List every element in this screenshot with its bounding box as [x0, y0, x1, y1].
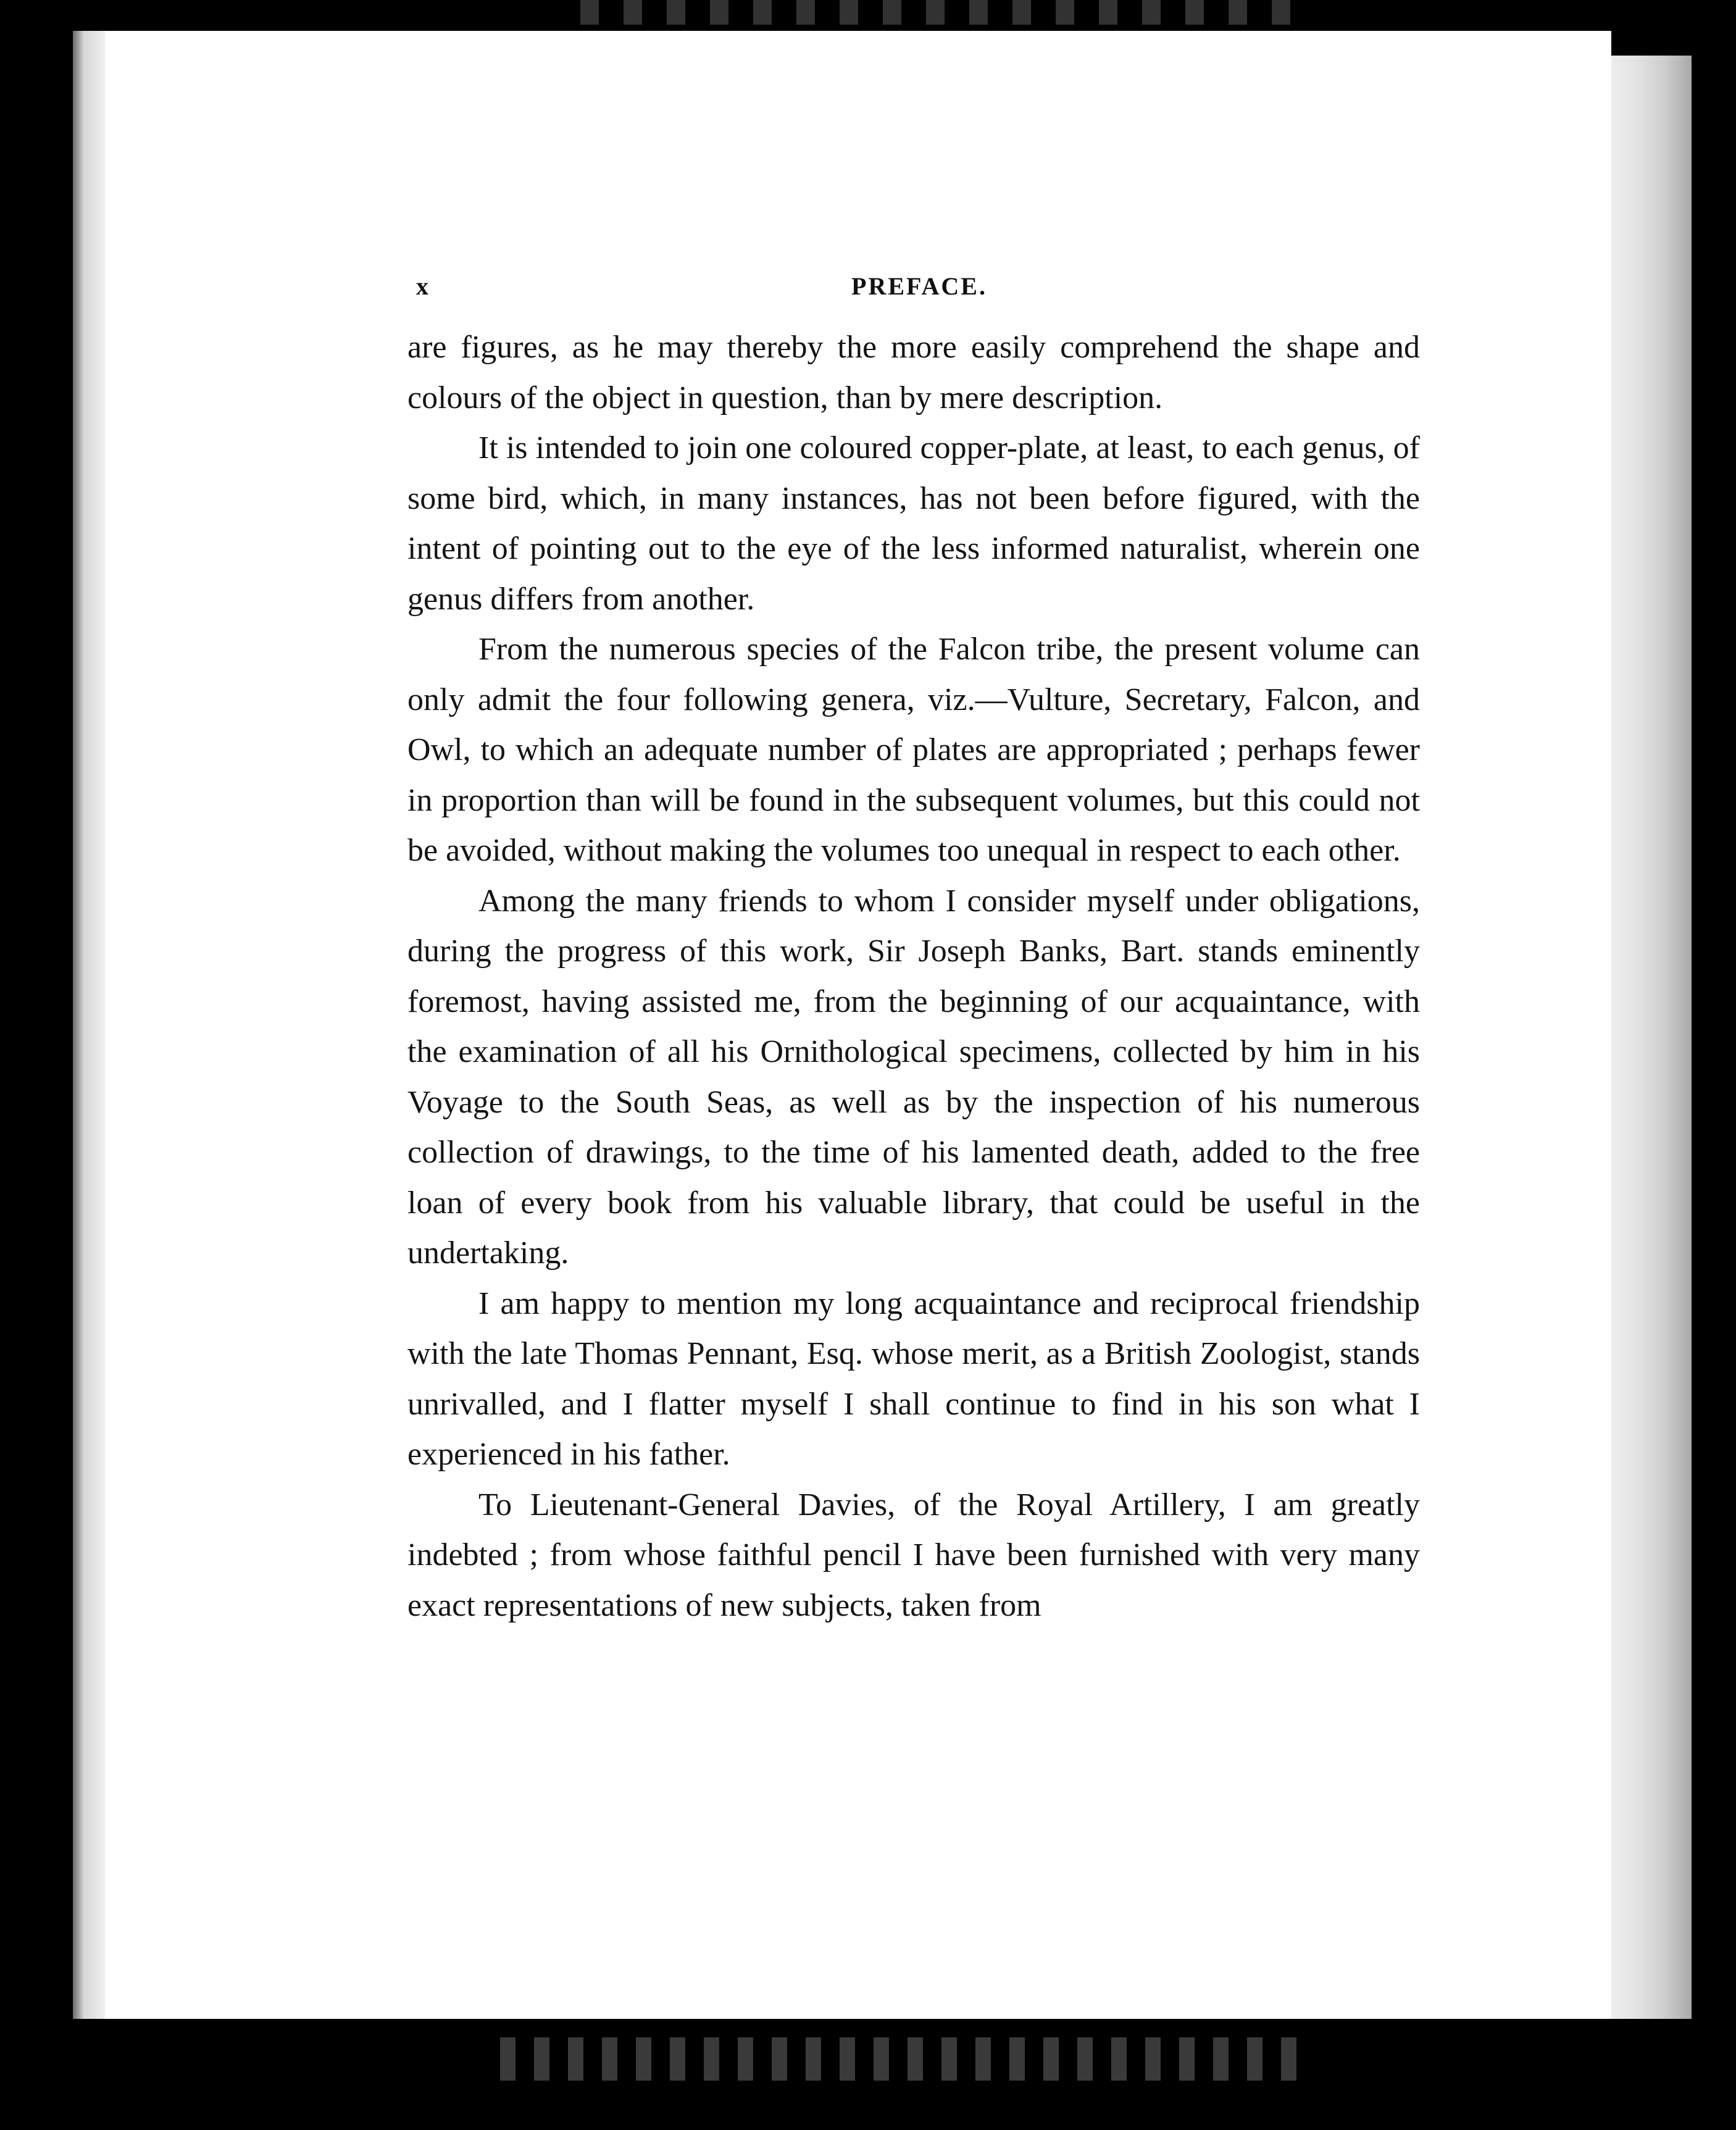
paragraph-4: Among the many friends to whom I consider myself under obligations, during the progress of this work, Sir Joseph Banks, Bart. stands eminently foremost, having assisted me, from the beginning of our acquaintance, with the examination of all his Ornithological specimens, collected by him in his Voyage to the South Seas, as well as by the inspection of his numerous collection of drawings, to the time of his lamented death, added to the free loan of every book from his valuable library, that could be useful in the undertaking. — [407, 883, 1420, 1271]
paragraph-6: To Lieutenant-General Davies, of the Royal Artillery, I am greatly indebted ; from whose faithful pencil I have been furnished with very many exact representations of new subjects, taken from — [407, 1487, 1420, 1623]
scan-artifact-bottom — [482, 2037, 1315, 2081]
page-number: x — [416, 272, 430, 300]
paragraph-2: It is intended to join one coloured copper-plate, at least, to each genus, of some bird, which, in many instances, has not been before figured, with the intent of pointing out to the eye of the less informed naturalist, wherein one genus differs from another. — [407, 430, 1420, 617]
scan-artifact-top — [556, 0, 1296, 25]
page-stack-edge — [1599, 56, 1692, 2019]
paragraph-5: I am happy to mention my long acquaintance and reciprocal friendship with the late Thomas Pennant, Esq. whose merit, as a British Zoologist, stands unrivalled, and I flatter myself I shall continue to find in his son what I experienced in his father. — [407, 1285, 1420, 1472]
paragraph-3: From the numerous species of the Falcon tribe, the present volume can only admit the four following genera, viz.—Vulture, Secretary, Falcon, and Owl, to which an adequate number of plates are appropriated ; perhaps fewer in proportion than will be found in the subsequent volumes, but this could not be avoided, without making the volumes too unequal in respect to each other. — [407, 632, 1420, 868]
page-header — [416, 272, 1422, 309]
page-gutter-shadow — [73, 31, 110, 2019]
paragraph-1: are figures, as he may thereby the more easily comprehend the shape and colours of the object in question, than by mere description. — [407, 330, 1420, 416]
body-text — [407, 322, 1420, 1631]
running-head: PREFACE. — [851, 272, 987, 300]
